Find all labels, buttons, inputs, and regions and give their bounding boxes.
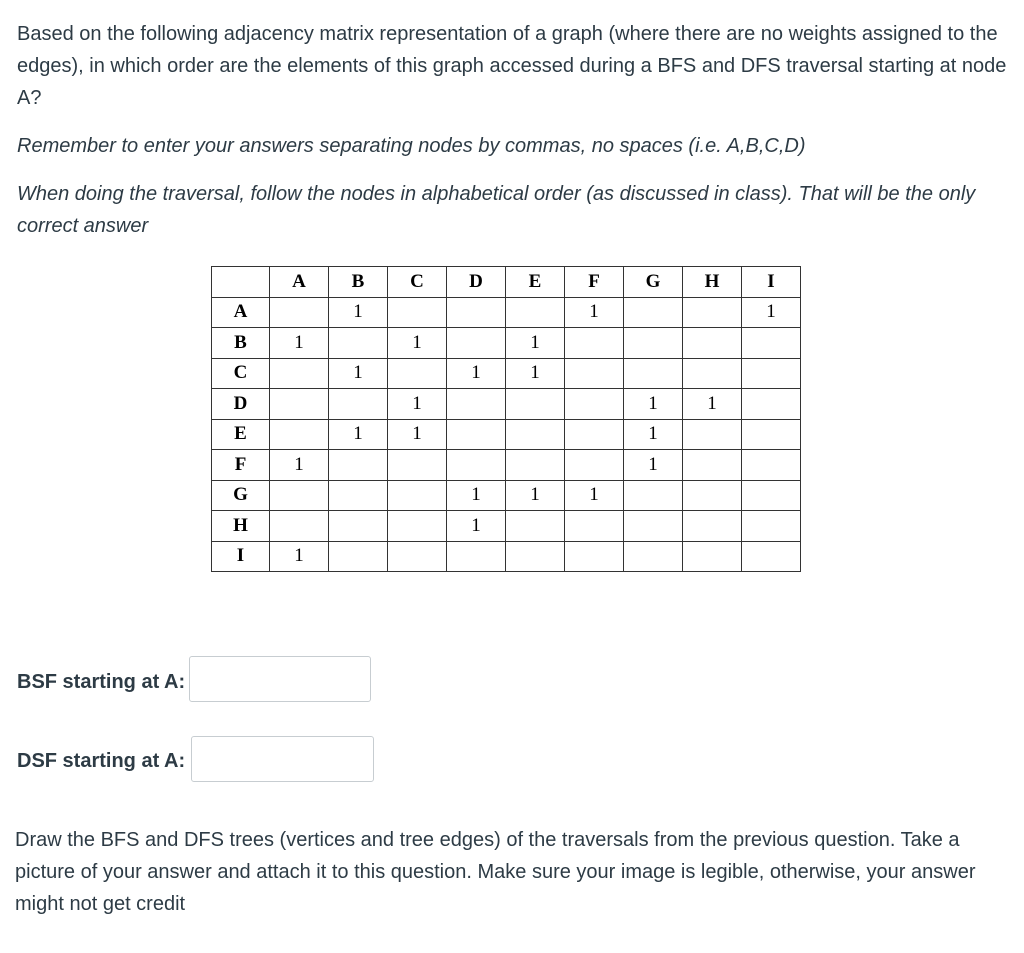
matrix-column-header: H xyxy=(683,267,742,298)
matrix-cell xyxy=(742,389,801,420)
matrix-cell xyxy=(329,328,388,359)
matrix-cell: 1 xyxy=(270,328,329,359)
matrix-cell xyxy=(329,480,388,511)
matrix-cell xyxy=(388,480,447,511)
matrix-cell xyxy=(388,358,447,389)
matrix-cell: 1 xyxy=(329,297,388,328)
matrix-cell xyxy=(270,358,329,389)
matrix-cell xyxy=(506,541,565,572)
matrix-column-header: A xyxy=(270,267,329,298)
matrix-cell: 1 xyxy=(388,328,447,359)
matrix-row-header: A xyxy=(212,297,270,328)
matrix-cell xyxy=(506,511,565,542)
matrix-cell xyxy=(565,450,624,481)
bfs-answer-input[interactable] xyxy=(189,656,371,702)
matrix-row xyxy=(212,389,801,420)
matrix-cell: 1 xyxy=(624,419,683,450)
matrix-cell: 1 xyxy=(506,480,565,511)
matrix-cell: 1 xyxy=(506,358,565,389)
matrix-cell: 1 xyxy=(329,358,388,389)
matrix-cell xyxy=(624,511,683,542)
matrix-cell: 1 xyxy=(447,480,506,511)
matrix-cell xyxy=(683,297,742,328)
matrix-cell: 1 xyxy=(329,419,388,450)
followup-question: Draw the BFS and DFS trees (vertices and tree edges) of the traversals from the previous question. Take a picture of your answer and attach it to this question. Make sure your image is legible, otherwise, your answer might not get credit xyxy=(15,829,976,915)
matrix-cell xyxy=(624,297,683,328)
matrix-row xyxy=(212,480,801,511)
matrix-cell xyxy=(565,511,624,542)
matrix-cell: 1 xyxy=(683,389,742,420)
matrix-cell xyxy=(329,389,388,420)
matrix-row-header: H xyxy=(212,511,270,542)
matrix-row-header: E xyxy=(212,419,270,450)
matrix-cell xyxy=(270,480,329,511)
matrix-cell: 1 xyxy=(506,328,565,359)
matrix-cell xyxy=(506,450,565,481)
matrix-cell xyxy=(270,297,329,328)
matrix-cell xyxy=(270,419,329,450)
dfs-answer-input[interactable] xyxy=(191,736,374,782)
matrix-cell xyxy=(624,328,683,359)
matrix-cell xyxy=(683,541,742,572)
matrix-cell xyxy=(683,480,742,511)
matrix-column-header: F xyxy=(565,267,624,298)
matrix-cell: 1 xyxy=(270,450,329,481)
matrix-cell: 1 xyxy=(388,419,447,450)
matrix-cell xyxy=(388,450,447,481)
matrix-cell xyxy=(565,541,624,572)
matrix-cell xyxy=(270,511,329,542)
matrix-cell: 1 xyxy=(624,389,683,420)
matrix-cell xyxy=(683,450,742,481)
matrix-row-header: B xyxy=(212,328,270,359)
matrix-cell xyxy=(388,541,447,572)
dfs-answer-label: DSF starting at A: xyxy=(17,750,186,772)
matrix-cell xyxy=(506,419,565,450)
matrix-row xyxy=(212,358,801,389)
matrix-column-header: I xyxy=(742,267,801,298)
matrix-cell xyxy=(447,297,506,328)
matrix-column-header: C xyxy=(388,267,447,298)
matrix-cell xyxy=(742,511,801,542)
matrix-row xyxy=(212,328,801,359)
matrix-cell xyxy=(447,419,506,450)
matrix-cell: 1 xyxy=(624,450,683,481)
matrix-cell xyxy=(742,450,801,481)
matrix-row-header: C xyxy=(212,358,270,389)
matrix-cell xyxy=(329,450,388,481)
matrix-column-header: B xyxy=(329,267,388,298)
matrix-cell xyxy=(447,389,506,420)
matrix-row xyxy=(212,541,801,572)
matrix-cell xyxy=(742,541,801,572)
matrix-cell: 1 xyxy=(565,297,624,328)
matrix-cell xyxy=(329,511,388,542)
matrix-cell xyxy=(565,358,624,389)
adjacency-matrix xyxy=(211,266,801,572)
matrix-column-header: D xyxy=(447,267,506,298)
matrix-row-header: D xyxy=(212,389,270,420)
matrix-cell xyxy=(565,389,624,420)
matrix-cell xyxy=(624,358,683,389)
question-intro: Based on the following adjacency matrix representation of a graph (where there are no weights assigned to the edges), in which order are the elements of this graph accessed during a BFS and DFS traversal starting at node A? xyxy=(17,23,1007,109)
matrix-cell: 1 xyxy=(742,297,801,328)
matrix-column-header: G xyxy=(624,267,683,298)
matrix-cell: 1 xyxy=(388,389,447,420)
matrix-header-row xyxy=(212,267,801,298)
bfs-answer-label: BSF starting at A: xyxy=(17,671,186,693)
matrix-cell xyxy=(742,328,801,359)
matrix-cell xyxy=(388,511,447,542)
matrix-corner-cell xyxy=(212,267,270,298)
matrix-row xyxy=(212,511,801,542)
matrix-cell xyxy=(683,419,742,450)
matrix-cell: 1 xyxy=(447,358,506,389)
matrix-cell: 1 xyxy=(447,511,506,542)
matrix-cell xyxy=(506,389,565,420)
matrix-cell xyxy=(388,297,447,328)
matrix-cell xyxy=(447,328,506,359)
format-note: Remember to enter your answers separating nodes by commas, no spaces (i.e. A,B,C,D) xyxy=(17,135,806,157)
order-note: When doing the traversal, follow the nodes in alphabetical order (as discussed in class). That will be the only correct answer xyxy=(17,183,976,237)
matrix-cell xyxy=(683,511,742,542)
matrix-cell xyxy=(624,541,683,572)
matrix-cell xyxy=(506,297,565,328)
matrix-cell xyxy=(329,541,388,572)
matrix-row-header: F xyxy=(212,450,270,481)
matrix-row xyxy=(212,450,801,481)
matrix-cell xyxy=(742,358,801,389)
matrix-cell xyxy=(742,480,801,511)
matrix-cell xyxy=(624,480,683,511)
matrix-cell xyxy=(447,541,506,572)
matrix-row-header: I xyxy=(212,541,270,572)
matrix-cell: 1 xyxy=(270,541,329,572)
matrix-cell xyxy=(683,358,742,389)
matrix-row xyxy=(212,297,801,328)
matrix-row xyxy=(212,419,801,450)
adjacency-matrix-body xyxy=(212,267,801,572)
matrix-cell xyxy=(565,419,624,450)
matrix-cell xyxy=(565,328,624,359)
matrix-cell xyxy=(447,450,506,481)
matrix-cell xyxy=(270,389,329,420)
matrix-column-header: E xyxy=(506,267,565,298)
matrix-row-header: G xyxy=(212,480,270,511)
matrix-cell xyxy=(683,328,742,359)
matrix-cell xyxy=(742,419,801,450)
matrix-cell: 1 xyxy=(565,480,624,511)
